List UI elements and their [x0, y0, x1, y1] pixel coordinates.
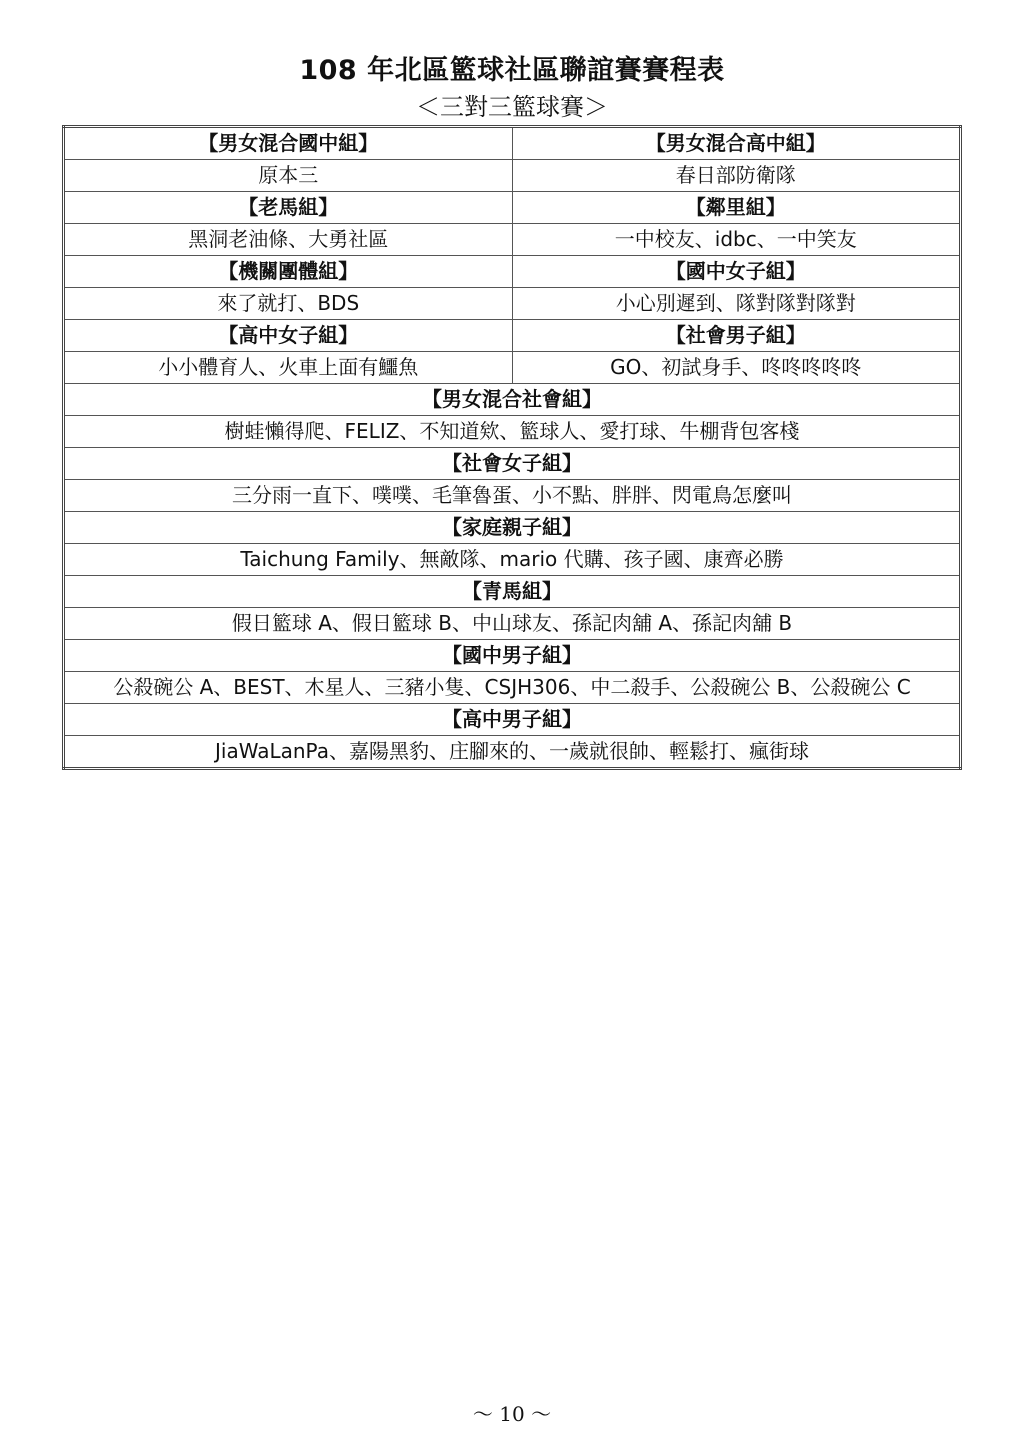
teams-row — [64, 416, 961, 448]
team-list: JiaWaLanPa、嘉陽黑豹、庄腳來的、一歲就很帥、輕鬆打、瘋街球 — [64, 736, 961, 769]
teams-row — [64, 160, 961, 192]
document-title: 108 年北區籃球社區聯誼賽賽程表 — [299, 55, 725, 86]
team-list: 一中校友、idbc、一中笑友 — [512, 224, 961, 256]
group-header: 【老馬組】 — [64, 192, 513, 224]
teams-row — [64, 736, 961, 769]
group-header: 【國中男子組】 — [64, 640, 961, 672]
group-header: 【國中女子組】 — [512, 256, 961, 288]
group-header: 【家庭親子組】 — [64, 512, 961, 544]
team-list: Taichung Family、無敵隊、mario 代購、孩子國、康齊必勝 — [64, 544, 961, 576]
team-list: 三分雨一直下、噗噗、毛筆魯蛋、小不點、胖胖、閃電鳥怎麼叫 — [64, 480, 961, 512]
group-header: 【機關團體組】 — [64, 256, 513, 288]
group-header-row — [64, 256, 961, 288]
teams-row — [64, 224, 961, 256]
group-header: 【青馬組】 — [64, 576, 961, 608]
team-list: 來了就打、BDS — [64, 288, 513, 320]
teams-row — [64, 608, 961, 640]
group-header: 【高中男子組】 — [64, 704, 961, 736]
team-list: 樹蛙懶得爬、FELIZ、不知道欸、籃球人、愛打球、牛棚背包客棧 — [64, 416, 961, 448]
group-header-row — [64, 640, 961, 672]
group-header: 【男女混合國中組】 — [64, 127, 513, 160]
document-subtitle: ＜三對三籃球賽＞ — [416, 93, 608, 121]
group-header: 【社會女子組】 — [64, 448, 961, 480]
group-header: 【高中女子組】 — [64, 320, 513, 352]
teams-row — [64, 352, 961, 384]
group-header: 【社會男子組】 — [512, 320, 961, 352]
team-list: 原本三 — [64, 160, 513, 192]
team-list: 小小體育人、火車上面有鱷魚 — [64, 352, 513, 384]
teams-row — [64, 288, 961, 320]
team-list: 黑洞老油條、大勇社區 — [64, 224, 513, 256]
schedule-table — [62, 125, 962, 770]
group-header-row — [64, 576, 961, 608]
page-number: ～ 10 ～ — [472, 1402, 552, 1426]
group-header-row — [64, 704, 961, 736]
teams-row — [64, 480, 961, 512]
group-header: 【男女混合社會組】 — [64, 384, 961, 416]
teams-row — [64, 544, 961, 576]
group-header-row — [64, 512, 961, 544]
group-header-row — [64, 384, 961, 416]
team-list: 春日部防衛隊 — [512, 160, 961, 192]
group-header: 【鄰里組】 — [512, 192, 961, 224]
teams-row — [64, 672, 961, 704]
group-header-row — [64, 127, 961, 160]
group-header-row — [64, 448, 961, 480]
team-list: 小心別遲到、隊對隊對隊對 — [512, 288, 961, 320]
group-header-row — [64, 320, 961, 352]
team-list: GO、初試身手、咚咚咚咚咚 — [512, 352, 961, 384]
team-list: 公殺碗公 A、BEST、木星人、三豬小隻、CSJH306、中二殺手、公殺碗公 B、公殺碗公 C — [64, 672, 961, 704]
group-header: 【男女混合高中組】 — [512, 127, 961, 160]
team-list: 假日籃球 A、假日籃球 B、中山球友、孫記肉舖 A、孫記肉舖 B — [64, 608, 961, 640]
group-header-row — [64, 192, 961, 224]
